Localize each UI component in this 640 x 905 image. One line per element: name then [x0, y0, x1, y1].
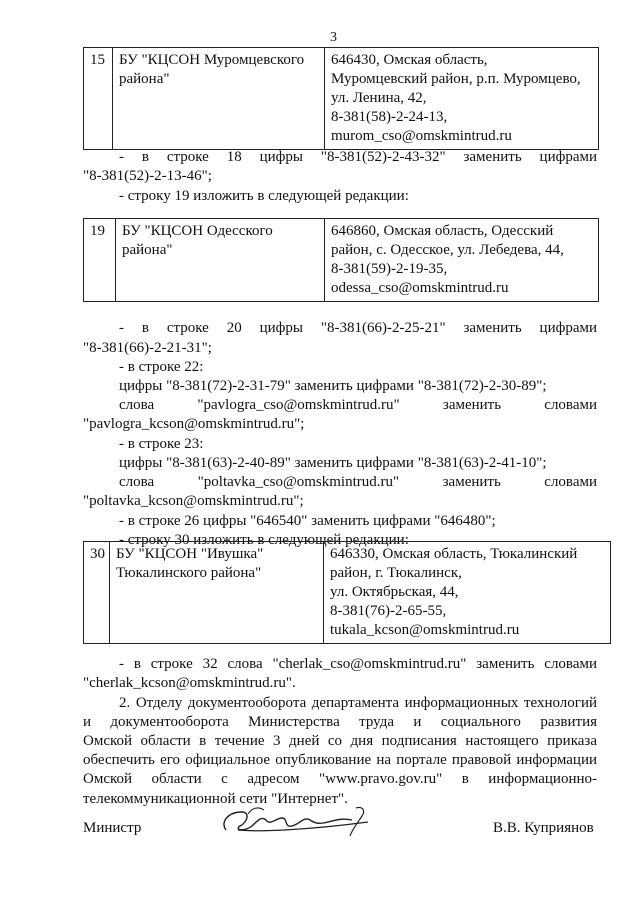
paragraph-line: слова "poltavka_cso@omskmintrud.ru" заменить словами [119, 474, 597, 490]
organization-name-cell: БУ "КЦСОН Муромцевского района" [113, 48, 325, 150]
paragraph-line: "8-381(52)-2-13-46"; [83, 168, 212, 184]
organization-name-cell: БУ "КЦСОН Одесского района" [116, 219, 325, 302]
table-row-15 [83, 47, 599, 150]
row-number-cell: 19 [84, 219, 116, 302]
table-row-19 [83, 218, 599, 302]
paragraph-line: - в строке 23: [119, 436, 204, 452]
address-cell: 646860, Омская область, Одесский район, с. Одесское, ул. Лебедева, 44, 8-381(59)-2-19-35, odessa_cso@omskmintrud.ru [325, 219, 599, 302]
paragraph-line: Омской области с адресом "www.pravo.gov.ru" в информационно- [83, 771, 597, 787]
row-number-cell: 15 [84, 48, 113, 150]
paragraph-line: цифры "8-381(72)-2-31-79" заменить цифрами "8-381(72)-2-30-89"; [119, 378, 547, 394]
address-cell: 646430, Омская область, Муромцевский район, р.п. Муромцево, ул. Ленина, 42, 8-381(58)-2-24-13, murom_cso@omskmintrud.ru [325, 48, 599, 150]
paragraph-line: и документооборота Министерства труда и социального развития [83, 714, 597, 730]
paragraph-line: - строку 30 изложить в следующей редакции: [119, 532, 409, 548]
address-cell: 646330, Омская область, Тюкалинский район, г. Тюкалинск, ул. Октябрьская, 44, 8-381(76)-2-65-55, tukala_kcson@omskmintrud.ru [324, 542, 611, 644]
handwritten-signature [218, 800, 378, 842]
paragraph-line: - строку 19 изложить в следующей редакции: [119, 188, 409, 204]
paragraph-line: - в строке 20 цифры "8-381(66)-2-25-21" заменить цифрами [119, 320, 597, 336]
table-row-30 [83, 541, 611, 644]
paragraph-line: "pavlogra_kcson@omskmintrud.ru"; [83, 416, 305, 432]
signer-name: В.В. Куприянов [493, 820, 594, 836]
paragraph-line: - в строке 26 цифры "646540" заменить цифрами "646480"; [119, 513, 496, 529]
paragraph-line: - в строке 22: [119, 359, 204, 375]
paragraph-line: "poltavka_kcson@omskmintrud.ru"; [83, 493, 304, 509]
paragraph-line: - в строке 32 слова "cherlak_cso@omskmintrud.ru" заменить словами [119, 656, 597, 672]
page-number: 3 [330, 30, 337, 45]
paragraph-line: телекоммуникационной сети "Интернет". [83, 791, 348, 807]
organization-name-cell: БУ "КЦСОН "Ивушка" Тюкалинского района" [110, 542, 324, 644]
paragraph-line: - в строке 18 цифры "8-381(52)-2-43-32" заменить цифрами [119, 149, 597, 165]
paragraph-line: "8-381(66)-2-21-31"; [83, 340, 212, 356]
paragraph-line: Омской области в течение 3 дней со дня подписания настоящего приказа [83, 733, 597, 749]
paragraph-line: 2. Отделу документооборота департамента информационных технологий [119, 695, 597, 711]
paragraph-line: "cherlak_kcson@omskmintrud.ru". [83, 675, 296, 691]
paragraph-line: обеспечить его официальное опубликование на портале правовой информации [83, 752, 597, 768]
signer-title: Министр [83, 820, 142, 836]
paragraph-line: слова "pavlogra_cso@omskmintrud.ru" заменить словами [119, 397, 597, 413]
row-number-cell: 30 [84, 542, 110, 644]
paragraph-line: цифры "8-381(63)-2-40-89" заменить цифрами "8-381(63)-2-41-10"; [119, 455, 547, 471]
